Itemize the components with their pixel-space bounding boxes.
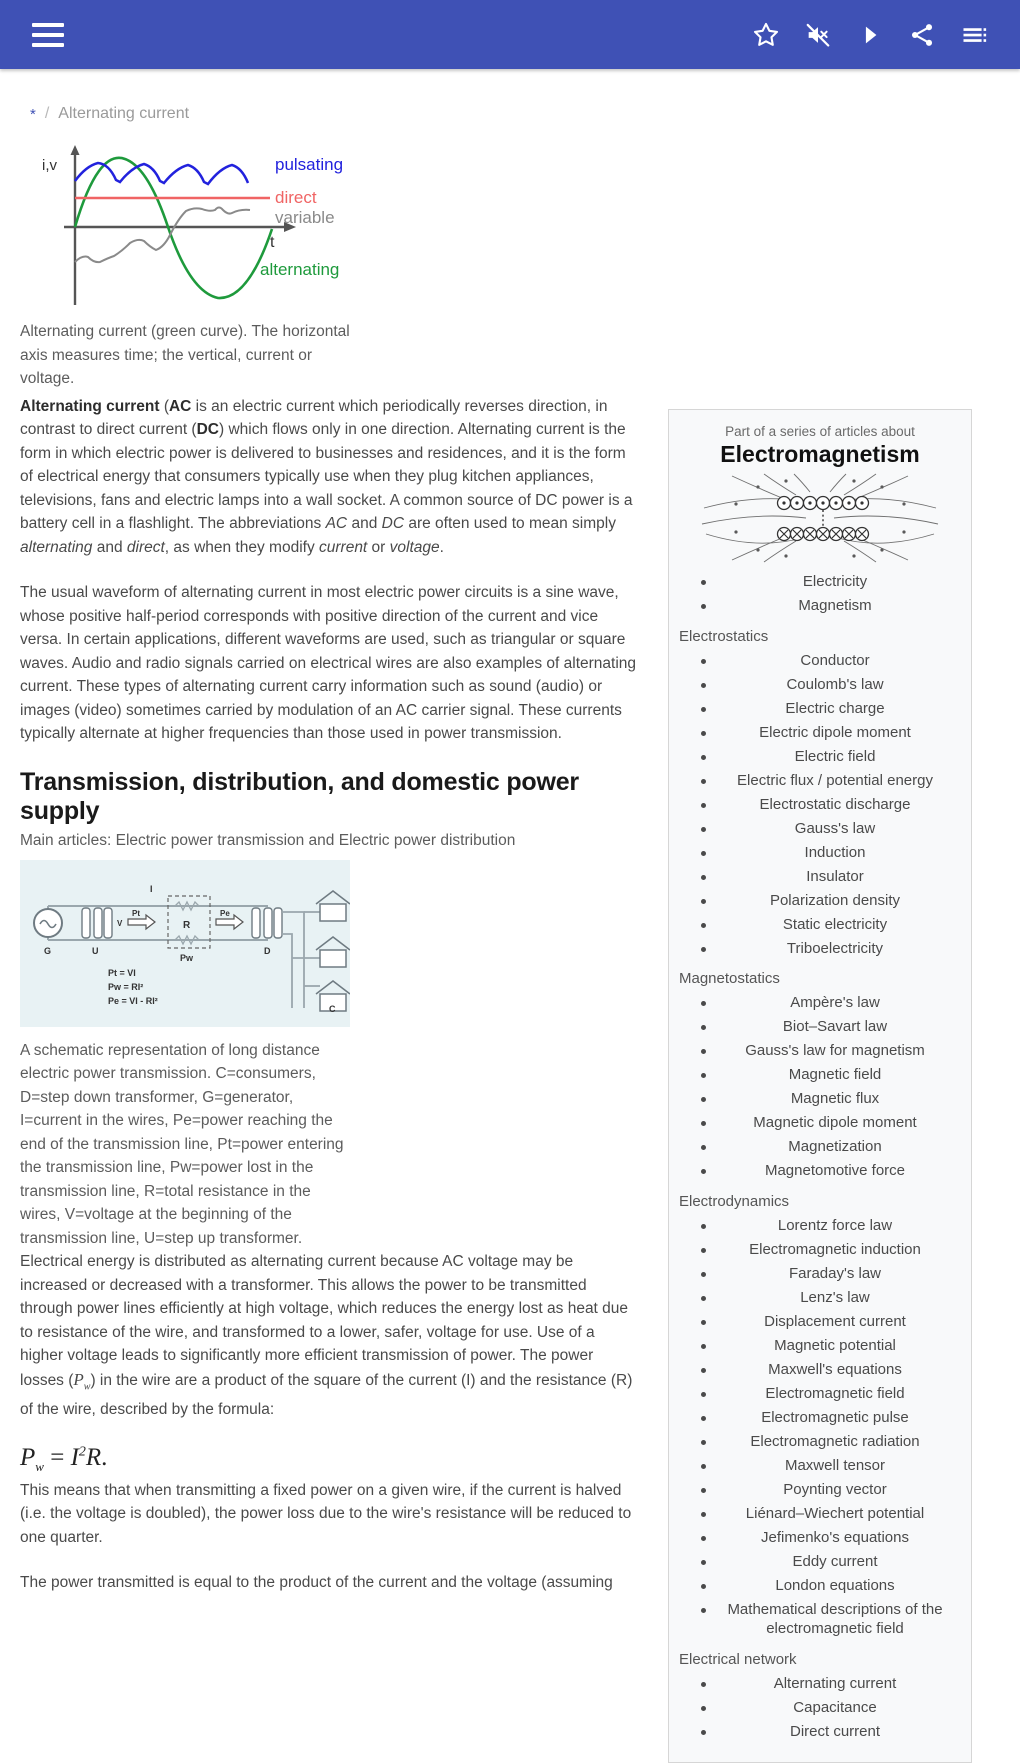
breadcrumb-current: Alternating current (58, 105, 190, 122)
svg-text:I: I (150, 883, 153, 894)
infobox-item[interactable]: Electromagnetic radiation (677, 1432, 963, 1452)
infobox-item[interactable]: Gauss's law (677, 819, 963, 839)
infobox-group-title-electrostatics: Electrostatics (679, 627, 769, 645)
page-content (0, 69, 1020, 1740)
infobox-item[interactable]: Electrostatic discharge (677, 795, 963, 815)
lead-text-8: . (439, 538, 444, 556)
infobox-item[interactable]: Direct current (677, 1722, 963, 1742)
svg-text:R: R (183, 919, 191, 931)
infobox-item[interactable]: Poynting vector (677, 1480, 963, 1500)
svg-text:variable: variable (275, 208, 335, 227)
infobox-group-title-electrical-network: Electrical network (679, 1650, 797, 1668)
svg-text:C: C (329, 1003, 336, 1014)
figure1-caption: Alternating current (green curve). The horizontal axis measures time; the vertical, current or voltage. (20, 323, 350, 387)
em-current: current (319, 538, 368, 556)
infobox-item[interactable]: Alternating current (677, 1674, 963, 1694)
infobox-item[interactable]: Faraday's law (677, 1264, 963, 1284)
infobox-item[interactable]: Electromagnetic induction (677, 1240, 963, 1260)
lead-text-5: and (92, 538, 127, 556)
infobox-item[interactable]: Magnetism (677, 596, 963, 616)
infobox-item[interactable]: Electricity (677, 572, 963, 592)
em-ac: AC (325, 515, 348, 532)
transmission-diagram (20, 866, 350, 1014)
paragraph-distribution (20, 1250, 640, 1422)
svg-text:Pe: Pe (220, 908, 230, 918)
content-columns (0, 123, 1020, 1763)
infobox-item[interactable]: Eddy current (677, 1552, 963, 1572)
infobox-item[interactable]: London equations (677, 1576, 963, 1596)
share-icon (908, 21, 936, 49)
infobox-item[interactable]: Capacitance (677, 1698, 963, 1718)
infobox-item[interactable]: Gauss's law for magnetism (677, 1041, 963, 1061)
infobox-item[interactable]: Electric field (677, 747, 963, 767)
contents-button[interactable] (948, 9, 1000, 61)
svg-text:V: V (117, 918, 123, 928)
waveform-figure (20, 137, 640, 314)
lead-paragraph: Alternating current (AC is an electric current which periodically reverses direction, in contrast to direct current (DC) which flows only in one direction. Alternating current is the form in which electric power is delivered to businesses and residences, and it is the form of electrical energy that consumers typically use when they plug kitchen appliances, televisions, fans and electric lamps into a wall socket. A common source of DC power is a battery cell in a flashlight. The abbreviations AC and DC are often used to mean simply alternating and direct, as when they modify current or voltage. (20, 397, 633, 556)
infobox-item[interactable]: Electromagnetic pulse (677, 1408, 963, 1428)
em-voltage: voltage (389, 538, 440, 556)
infobox-item[interactable]: Magnetic dipole moment (677, 1113, 963, 1133)
paragraph-distribution-a: Electrical energy is distributed as alternating current because AC voltage may be increased or decreased with a transformer. This allows the power to be transmitted through power lines efficiently at high voltage, which reduces the energy lost as heat due to resistance of the wire, and transformed to a lower, safer, voltage for use. Use of a higher voltage leads to significantly more efficient transmission of power. The power losses ( (20, 1253, 629, 1389)
infobox-title: Electromagnetism (720, 441, 920, 467)
em-dc: DC (381, 515, 405, 532)
play-icon (856, 21, 884, 49)
infobox-supertitle: Part of a series of articles about (725, 424, 915, 439)
main-articles-note: Main articles: Electric power transmission and Electric power distribution (20, 831, 516, 849)
infobox-item[interactable]: Liénard–Wiechert potential (677, 1504, 963, 1524)
infobox-list-magnetostatics (677, 993, 963, 1181)
infobox-group-title-electrodynamics: Electrodynamics (679, 1192, 790, 1210)
svg-text:alternating: alternating (260, 260, 340, 279)
infobox-item[interactable]: Maxwell's equations (677, 1360, 963, 1380)
svg-text:direct: direct (275, 188, 317, 207)
infobox-item[interactable]: Induction (677, 843, 963, 863)
solenoid-magnetic-field-diagram (686, 472, 954, 564)
infobox-item[interactable]: Ampère's law (677, 993, 963, 1013)
infobox-item[interactable]: Insulator (677, 867, 963, 887)
formula-pt: Pt = VI (108, 967, 136, 978)
formula-power-loss: $P_w = I^2R$. (20, 1443, 108, 1474)
svg-text:Pt: Pt (132, 908, 140, 918)
infobox-list-electrostatics (677, 651, 963, 959)
infobox-list-electrodynamics (677, 1216, 963, 1639)
infobox-item[interactable]: Magnetic flux (677, 1089, 963, 1109)
infobox-item[interactable]: Electric flux / potential energy (677, 771, 963, 791)
lead-text-2: ) which flows only in one direction. Alternating current is the form in which electric power is delivered to businesses and residences, and it is the form of electrical energy that consumers typically use when they plug kitchen appliances, televisions, fans and electric lamps into a wall socket. A common source of DC power is a battery cell in a flashlight. The abbreviations (20, 421, 633, 532)
infobox-item[interactable]: Lenz's law (677, 1288, 963, 1308)
breadcrumb (0, 69, 1020, 123)
infobox-item[interactable]: Magnetic potential (677, 1336, 963, 1356)
section-heading-transmission: Transmission, distribution, and domestic power supply (20, 767, 579, 825)
lead-text-3: and (347, 515, 382, 532)
bookmark-button[interactable] (740, 9, 792, 61)
formula-pw: Pw = RI² (108, 981, 144, 992)
infobox-item[interactable]: Triboelectricity (677, 939, 963, 959)
lead-ac-abbr: AC (168, 397, 192, 415)
svg-text:U: U (92, 945, 99, 956)
breadcrumb-home-icon[interactable]: * (30, 105, 36, 123)
hamburger-menu-icon (32, 23, 64, 47)
main-column (0, 123, 658, 1595)
infobox-item[interactable]: Lorentz force law (677, 1216, 963, 1236)
svg-text:D: D (264, 945, 271, 956)
infobox-item[interactable]: Displacement current (677, 1312, 963, 1332)
contents-list-icon (960, 21, 988, 49)
svg-text:Pw: Pw (180, 952, 194, 963)
infobox-item[interactable]: Magnetomotive force (677, 1161, 963, 1181)
lead-text-4: are often used to mean simply (404, 515, 616, 532)
paragraph-power-transmitted: The power transmitted is equal to the product of the current and the voltage (assuming (20, 1574, 613, 1592)
transmission-figure (20, 860, 350, 1027)
transmission-figure-caption: A schematic representation of long distance electric power transmission. C=consumers, D=step down transformer, G=generator, I=current in the wires, Pe=power reaching the end of the transmission line, Pt=power entering the transmission line, Pw=power lost in the transmission line, R=total resistance in the wires, V=voltage at the beginning of the transmission line, U=step up transformer. (20, 1041, 344, 1247)
infobox-item[interactable]: Polarization density (677, 891, 963, 911)
svg-text:i,v: i,v (42, 157, 57, 174)
lead-text-7: or (367, 538, 390, 556)
waveform-chart (20, 137, 380, 309)
inline-pw-symbol: $P_w$ (73, 1369, 91, 1392)
breadcrumb-separator: / (44, 105, 50, 122)
infobox-item[interactable]: Electric dipole moment (677, 723, 963, 743)
paragraph-quarter-loss: This means that when transmitting a fixed power on a given wire, if the current is halved (i.e. the voltage is doubled), the power loss due to the wire's resistance will be reduced to one quarter. (20, 1481, 632, 1546)
em-alternating: alternating (20, 538, 93, 556)
infobox-item[interactable]: Mathematical descriptions of the electromagnetic field (677, 1600, 963, 1639)
mute-button[interactable] (792, 9, 844, 61)
infobox-item[interactable]: Maxwell tensor (677, 1456, 963, 1476)
bookmark-star-icon (752, 21, 780, 49)
lead-dc-abbr: DC (196, 421, 219, 438)
svg-text:t: t (270, 234, 275, 251)
share-button[interactable] (896, 9, 948, 61)
infobox-item[interactable]: Coulomb's law (677, 675, 963, 695)
hamburger-menu-button[interactable] (22, 9, 74, 61)
infobox-item[interactable]: Electromagnetic field (677, 1384, 963, 1404)
infobox-item[interactable]: Electric charge (677, 699, 963, 719)
formula-pe: Pe = VI - RI² (108, 995, 158, 1006)
infobox-item[interactable]: Biot–Savart law (677, 1017, 963, 1037)
side-column (658, 123, 1020, 1763)
infobox-electromagnetism (668, 409, 972, 1763)
infobox-list-electrical-network (677, 1674, 963, 1742)
app-bar (0, 0, 1020, 69)
play-button[interactable] (844, 9, 896, 61)
infobox-group-title-magnetostatics: Magnetostatics (679, 970, 780, 987)
volume-muted-icon (804, 21, 832, 49)
paragraph-waveform: The usual waveform of alternating current in most electric power circuits is a sine wave, whose positive half-period corresponds with positive direction of the current and vice versa. In certain applications, different waveforms are used, such as triangular or square waves. Audio and radio signals carried on electrical wires are also examples of alternating current. These types of alternating current carry information such as sound (audio) or images (video) sometimes carried by modulation of an AC carrier signal. These currents typically alternate at higher frequencies than those used in power transmission. (20, 584, 637, 742)
svg-text:G: G (44, 945, 52, 956)
paragraph-distribution-b: ) in the wire are a product of the square of the current (I) and the resistance (R) of the wire, described by the formula: (20, 1371, 633, 1419)
infobox-item[interactable]: Conductor (677, 651, 963, 671)
infobox-item[interactable]: Magnetization (677, 1137, 963, 1157)
infobox-top-list (677, 572, 963, 616)
infobox-item[interactable]: Magnetic field (677, 1065, 963, 1085)
lead-text-1: is an electric current which periodically reverses direction, in contrast to direct current ( (20, 397, 608, 438)
em-direct: direct (126, 538, 165, 556)
svg-text:pulsating: pulsating (275, 155, 344, 174)
lead-text-6: , as when they modify (164, 538, 319, 556)
infobox-item[interactable]: Static electricity (677, 915, 963, 935)
infobox-item[interactable]: Jefimenko's equations (677, 1528, 963, 1548)
lead-term: Alternating current (20, 397, 160, 415)
